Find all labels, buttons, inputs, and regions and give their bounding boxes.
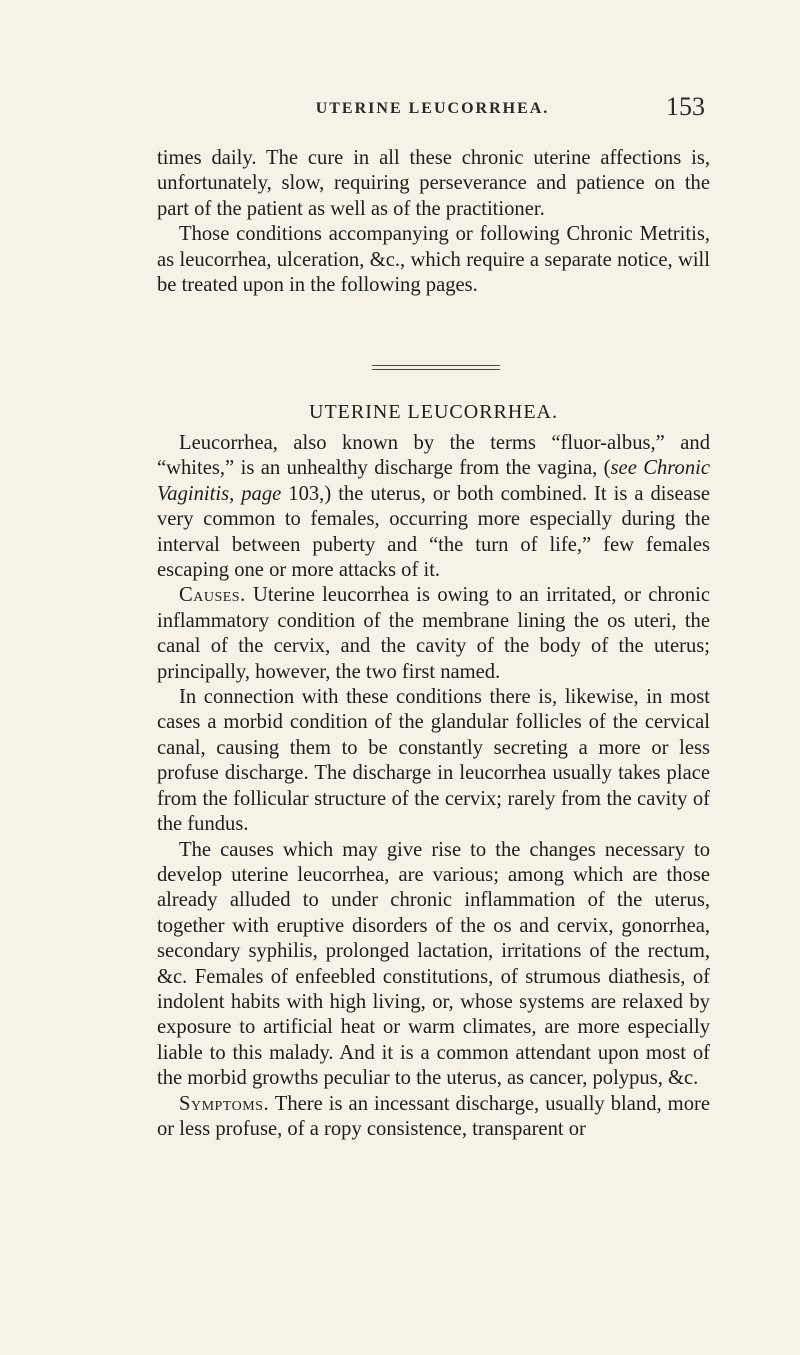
symptoms-text: There is an incessant discharge, usually bland, more or less profuse, of a ropy consistence, transparent or xyxy=(157,1092,710,1140)
uterine-leucorrhea-section xyxy=(157,399,710,1142)
symptoms-paragraph xyxy=(157,1092,710,1143)
intro-paragraph-1: times daily. The cure in all these chronic uterine affections is, unfortunately, slow, requiring perseverance and patience on the part of the patient as well as of the practitioner. xyxy=(157,147,710,220)
section-heading: UTERINE LEUCORRHEA. xyxy=(309,401,558,423)
causes-detail-paragraph: The causes which may give rise to the changes necessary to develop uterine leucorrhea, are various; among which are those already alluded to under chronic inflammation of the uterus, together with eruptive disorders of the os and cervix, gonorrhea, secondary syphilis, prolonged lactation, irritations of the rectum, &c. Females of enfeebled constitutions, of strumous diathesis, of indolent habits with high living, or, whose systems are relaxed by exposure to artificial heat or warm climates, are more especially liable to this malady. And it is a common attendant upon most of the morbid growths peculiar to the uterus, as cancer, polypus, &c. xyxy=(157,838,710,1090)
definition-text-b: 103,) the uterus, or both combined. It is a disease very common to females, occurring more especially during the interval between puberty and “the turn of life,” few females escaping one or more attacks of it. xyxy=(157,482,710,582)
cross-reference: see Chronic Vaginitis, page xyxy=(157,457,710,505)
causes-label: Causes. xyxy=(179,584,246,607)
follicles-paragraph: In connection with these conditions there is, likewise, in most cases a morbid condition of the glandular follicles of the cervical canal, causing them to be constantly secreting a more or less profuse discharge. The discharge in leucorrhea usually takes place from the follicular structure of the cervix; rarely from the cavity of the fundus. xyxy=(157,686,710,836)
section-divider xyxy=(372,365,500,373)
divider-rule-bottom xyxy=(372,369,500,370)
causes-text: Uterine leucorrhea is owing to an irritated, or chronic inflammatory condition of the membrane lining the os uteri, the canal of the cervix, and the cavity of the body of the uterus; principally, however, the two first named. xyxy=(157,584,710,683)
running-head xyxy=(160,92,705,122)
page-number: 153 xyxy=(666,92,705,121)
causes-paragraph xyxy=(157,583,710,685)
symptoms-label: Symptoms. xyxy=(179,1092,270,1115)
running-title: UTERINE LEUCORRHEA. xyxy=(315,100,550,117)
intro-text xyxy=(157,146,710,298)
intro-paragraph-2: Those conditions accompanying or following Chronic Metritis, as leucorrhea, ulceration, &c., which require a separate notice, will be treated upon in the following pages. xyxy=(157,223,710,297)
definition-text-a: Leucorrhea, also known by the terms “fluor-albus,” and “whites,” is an unhealthy discharge from the vagina, ( xyxy=(157,432,710,480)
definition-paragraph xyxy=(157,431,710,583)
divider-rule-top xyxy=(372,365,500,366)
